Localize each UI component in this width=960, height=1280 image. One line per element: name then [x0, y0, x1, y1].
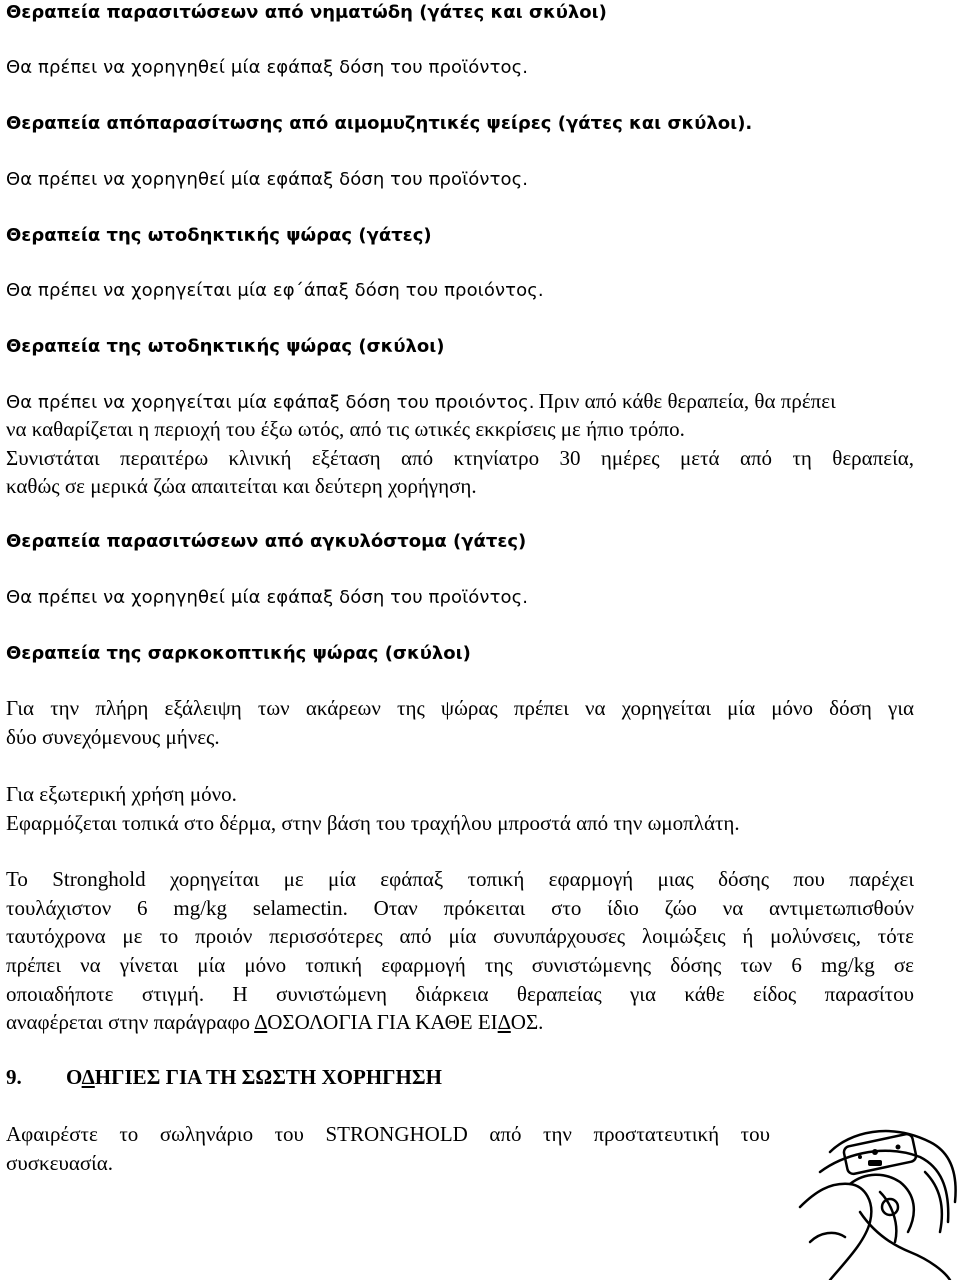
section-9-title-b: ΗΓΙΕΣ ΓΙΑ ΤΗ ΣΩΣΤΗ ΧΟΡΗΓΗΣΗ	[94, 1065, 442, 1089]
text-ear-mites-dogs-line2: να καθαρίζεται η περιοχή του έξω ωτός, από τις ωτικές εκκρίσεις με ήπιο τρόπο.	[6, 417, 685, 441]
dosage-reference-prefix: αναφέρεται στην παράγραφο	[6, 1010, 255, 1034]
dosage-paragraph-line2: τουλάχιστον 6 mg/kg selamectin. Οταν πρόκειται στο ίδιο ζώο να αντιμετωπισθούν	[6, 896, 914, 920]
dosage-paragraph-line1: Το Stronghold χορηγείται με μία εφάπαξ τοπική εφαρμογή μιας δόσης που παρέχει	[6, 867, 914, 891]
section-9-title-d: Δ	[81, 1065, 95, 1089]
text-ear-mites-dogs-line1-a: Θα πρέπει να χορηγείται μία εφάπαξ δόση του προιόντος.	[6, 392, 535, 413]
text-nematodes: Θα πρέπει να χορηγηθεί μία εφάπαξ δόση του προϊόντος.	[6, 57, 529, 78]
text-application-site: Εφαρμόζεται τοπικά στο δέρμα, στην βάση του τραχήλου μπροστά από την ωμοπλάτη.	[6, 811, 740, 835]
dosage-paragraph-line3: ταυτόχρονα με το προιόν περισσότερες από μία συνυπάρχουσες λοιμώξεις ή μολύνσεις, τότε	[6, 924, 914, 948]
section-9-number: 9.	[6, 1065, 22, 1089]
section-9-text-line2: συσκευασία.	[6, 1151, 114, 1175]
section-9-title	[66, 1063, 442, 1092]
heading-ear-mites-cats: Θεραπεία της ωτοδηκτικής ψώρας (γάτες)	[6, 225, 432, 246]
dosage-paragraph-line4: πρέπει να γίνεται μία μόνο τοπική εφαρμογή της συνιστώμενης δόσης των 6 mg/kg σε	[6, 953, 914, 977]
heading-hookworms: Θεραπεία παρασιτώσεων από αγκυλόστομα (γάτες)	[6, 531, 527, 552]
text-ear-mites-dogs-line3: Συνιστάται περαιτέρω κλινική εξέταση από κτηνίατρο 30 ημέρες μετά από τη θεραπεία,	[6, 446, 914, 470]
heading-ear-mites-dogs: Θεραπεία της ωτοδηκτικής ψώρας (σκύλοι)	[6, 336, 445, 357]
section-9-text-line1: Αφαιρέστε το σωληνάριο του STRONGHOLD από την προστατευτική του	[6, 1122, 770, 1146]
section-9-title-a: Ο	[66, 1065, 82, 1089]
text-lice: Θα πρέπει να χορηγηθεί μία εφάπαξ δόση του προϊόντος.	[6, 169, 529, 190]
dosage-reference-d2: Δ	[497, 1010, 511, 1034]
heading-nematodes: Θεραπεία παρασιτώσεων από νηματώδη (γάτες και σκύλοι)	[6, 2, 607, 23]
text-ear-mites-dogs-line1-b: Πριν από κάθε θεραπεία, θα πρέπει	[538, 389, 836, 413]
dosage-reference-d1: Δ	[254, 1010, 268, 1034]
applicator-illustration	[790, 1112, 960, 1280]
heading-lice: Θεραπεία απόπαρασίτωσης από αιμομυζητικές ψείρες (γάτες και σκύλοι).	[6, 113, 753, 134]
text-ear-mites-cats: Θα πρέπει να χορηγείται μία εφ΄άπαξ δόση του προιόντος.	[6, 280, 544, 301]
dosage-paragraph-line6	[6, 1008, 543, 1037]
text-ear-mites-dogs-line4: καθώς σε μερικά ζώα απαιτείται και δεύτερη χορήγηση.	[6, 474, 477, 498]
dosage-paragraph-line5: οποιαδήποτε στιγμή. Η συνιστώμενη διάρκεια θεραπείας για κάθε είδος παρασίτου	[6, 982, 914, 1006]
heading-sarcoptic-mange: Θεραπεία της σαρκοκοπτικής ψώρας (σκύλοι)	[6, 643, 471, 664]
text-sarcoptic-line2: δύο συνεχόμενους μήνες.	[6, 725, 220, 749]
text-ear-mites-dogs-line1	[6, 387, 836, 418]
text-sarcoptic-line1: Για την πλήρη εξάλειψη των ακάρεων της ψώρας πρέπει να χορηγείται μία μόνο δόση για	[6, 696, 914, 720]
text-hookworms: Θα πρέπει να χορηγηθεί μία εφάπαξ δόση του προϊόντος.	[6, 587, 529, 608]
dosage-reference-end: ΟΣ.	[510, 1010, 544, 1034]
dosage-reference-mid: ΟΣΟΛΟΓΙΑ ΓΙΑ ΚΑΘΕ ΕΙ	[267, 1010, 498, 1034]
text-external-use: Για εξωτερική χρήση μόνο.	[6, 782, 237, 806]
